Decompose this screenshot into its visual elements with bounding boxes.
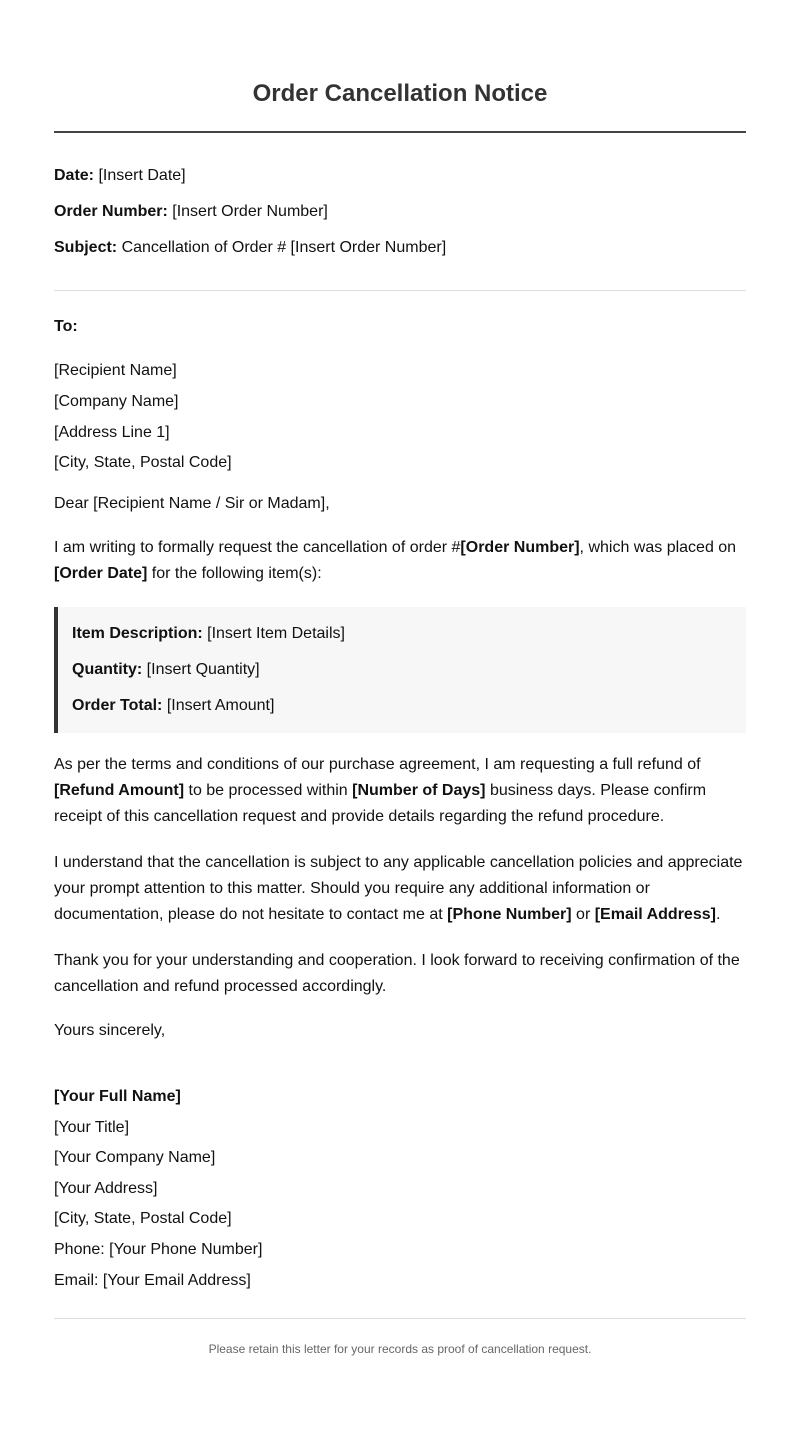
- recipient-name: [Recipient Name]: [54, 362, 177, 379]
- recipient-address: [54, 360, 746, 483]
- paragraph-text: I am writing to formally request the cancellation of order #: [54, 539, 461, 556]
- signature-city: [City, State, Postal Code]: [54, 1210, 232, 1228]
- order-number-value: [Insert Order Number]: [172, 203, 328, 220]
- salutation: Dear [Recipient Name / Sir or Madam],: [54, 495, 330, 512]
- paragraph-text: I understand that the cancellation is subject to any applicable cancellation policies and appreciate your prompt attention to this matter. Should you require any additional information or documentation, please do not hesitate to contact me at: [54, 854, 743, 923]
- paragraph-thanks: Thank you for your understanding and cooperation. I look forward to receiving confirmation of the cancellation and refund processed accordingly.: [54, 952, 740, 995]
- signature-block: [54, 1086, 746, 1300]
- order-total-label: Order Total:: [72, 697, 163, 714]
- paragraph-text: As per the terms and conditions of our purchase agreement, I am requesting a full refund of: [54, 756, 701, 773]
- signature-phone: Phone: [Your Phone Number]: [54, 1240, 263, 1258]
- footer-divider: [54, 1318, 746, 1319]
- signature-company: [Your Company Name]: [54, 1149, 216, 1167]
- paragraph-text: , which was placed on: [579, 539, 737, 556]
- order-number-placeholder: [Order Number]: [460, 539, 580, 556]
- item-description-value: [Insert Item Details]: [207, 625, 345, 642]
- to-label: To:: [54, 318, 78, 335]
- paragraph-refund: [54, 752, 746, 830]
- order-number-label: Order Number:: [54, 203, 168, 220]
- date-line: [54, 165, 746, 187]
- recipient-company: [Company Name]: [54, 392, 179, 410]
- footer-note: Please retain this letter for your records as proof of cancellation request.: [208, 1342, 592, 1357]
- paragraph-text: .: [715, 906, 721, 923]
- item-description-label: Item Description:: [72, 625, 203, 642]
- date-label: Date:: [54, 167, 95, 184]
- order-items-box: [54, 607, 746, 733]
- paragraph-text: to be processed within: [184, 782, 353, 799]
- email-placeholder: [Email Address]: [594, 906, 716, 923]
- recipient-address-line: [Address Line 1]: [54, 423, 170, 441]
- letter-page: [54, 0, 746, 1357]
- paragraph-text: or: [571, 906, 595, 923]
- section-divider: [54, 290, 746, 291]
- order-total-line: [72, 695, 746, 717]
- refund-amount-placeholder: [Refund Amount]: [54, 782, 185, 799]
- signature-name: [Your Full Name]: [54, 1088, 181, 1105]
- signature-title: [Your Title]: [54, 1118, 130, 1136]
- paragraph-text: business days. Please confirm receipt of this cancellation request and provide details regarding the refund procedure.: [54, 782, 707, 825]
- signature-email: Email: [Your Email Address]: [54, 1271, 251, 1289]
- phone-placeholder: [Phone Number]: [447, 906, 572, 923]
- quantity-line: [72, 659, 746, 681]
- signature-address: [Your Address]: [54, 1179, 158, 1197]
- closing: Yours sincerely,: [54, 1022, 166, 1039]
- order-date-placeholder: [Order Date]: [54, 565, 148, 582]
- letter-meta: [54, 133, 746, 259]
- subject-line: [54, 237, 746, 259]
- paragraph-request: [54, 535, 746, 587]
- page-title: Order Cancellation Notice: [54, 79, 746, 133]
- paragraph-text: for the following item(s):: [147, 565, 322, 582]
- recipient-city: [City, State, Postal Code]: [54, 454, 232, 472]
- date-value: [Insert Date]: [98, 167, 186, 184]
- order-number-line: [54, 201, 746, 223]
- subject-value: Cancellation of Order # [Insert Order Number]: [121, 239, 447, 256]
- quantity-value: [Insert Quantity]: [146, 661, 260, 678]
- number-of-days-placeholder: [Number of Days]: [352, 782, 486, 799]
- item-description-line: [72, 623, 746, 645]
- quantity-label: Quantity:: [72, 661, 143, 678]
- paragraph-policy: [54, 850, 746, 928]
- subject-label: Subject:: [54, 239, 118, 256]
- order-total-value: [Insert Amount]: [166, 697, 275, 714]
